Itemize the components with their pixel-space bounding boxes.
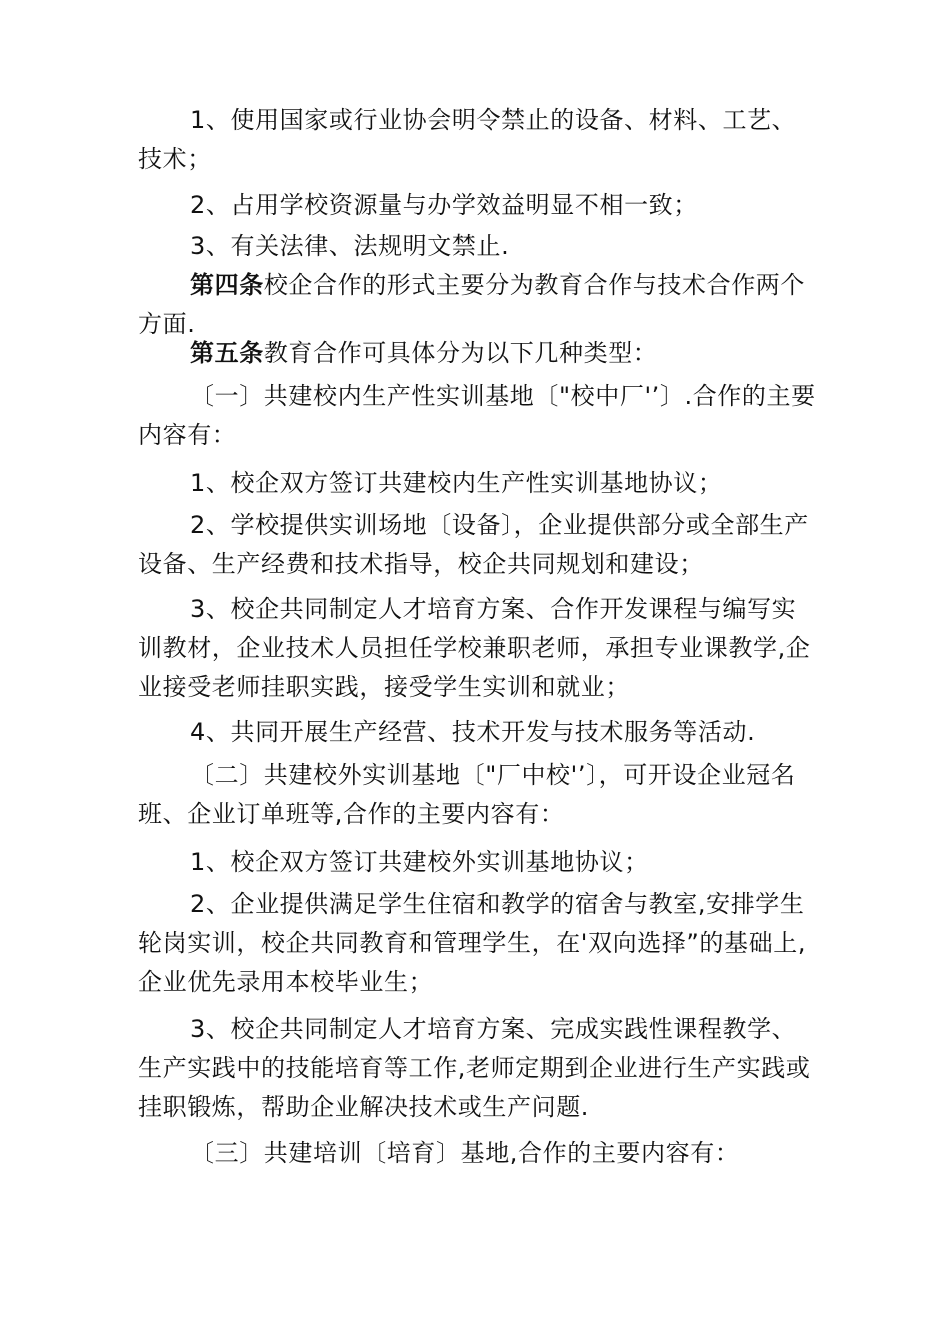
paragraph-s2-3	[138, 1010, 818, 1127]
paragraph-text: 1、校企双方签订共建校外实训基地协议；	[190, 848, 649, 876]
paragraph-text: 2、占用学校资源量与办学效益明显不相一致；	[190, 191, 698, 219]
section-3-heading	[138, 1134, 818, 1173]
section-2-heading	[138, 756, 818, 834]
section-1-heading	[138, 377, 818, 455]
article-5	[138, 334, 818, 373]
paragraph-s2-2	[138, 885, 818, 1002]
paragraph-text: 〔二〕共建校外实训基地〔"厂中校'’〕，可开设企业冠名班、企业订单班等,合作的主要内容有：	[138, 761, 796, 828]
paragraph-text: 3、校企共同制定人才培育方案、合作开发课程与编写实训教材，企业技术人员担任学校兼职老师，承担专业课教学,企业接受老师挂职实践，接受学生实训和就业；	[138, 595, 811, 701]
paragraph-text: 3、有关法律、法规明文禁止.	[190, 232, 510, 260]
paragraph-s1-1	[138, 464, 818, 503]
paragraph-s1-3	[138, 590, 818, 707]
paragraph-text: 3、校企共同制定人才培育方案、完成实践性课程教学、生产实践中的技能培育等工作,老师定期到企业进行生产实践或挂职锻炼，帮助企业解决技术或生产问题.	[138, 1015, 811, 1121]
paragraph-3	[138, 227, 818, 266]
paragraph-text: 校企合作的形式主要分为教育合作与技术合作两个方面.	[138, 271, 806, 338]
paragraph-text: 1、使用国家或行业协会明令禁止的设备、材料、工艺、技术；	[138, 106, 797, 173]
paragraph-s1-4	[138, 713, 818, 752]
paragraph-text: 〔一〕共建校内生产性实训基地〔"校中厂'’〕.合作的主要内容有：	[138, 382, 816, 449]
paragraph-text: 1、校企双方签订共建校内生产性实训基地协议；	[190, 469, 723, 497]
paragraph-1	[138, 101, 818, 179]
paragraph-text: 2、企业提供满足学生住宿和教学的宿舍与教室,安排学生轮岗实训，校企共同教育和管理学生，在'双向选择”的基础上,企业优先录用本校毕业生；	[138, 890, 807, 996]
paragraph-s2-1	[138, 843, 818, 882]
paragraph-text: 4、共同开展生产经营、技术开发与技术服务等活动.	[190, 718, 756, 746]
paragraph-text: 教育合作可具体分为以下几种类型：	[263, 339, 658, 367]
article-4	[138, 266, 818, 344]
paragraph-text: 2、学校提供实训场地〔设备〕，企业提供部分或全部生产设备、生产经费和技术指导，校企共同规划和建设；	[138, 511, 809, 578]
paragraph-s1-2	[138, 506, 818, 584]
article-number: 第五条	[190, 339, 264, 367]
paragraph-text: 〔三〕共建培训〔培育〕基地,合作的主要内容有：	[190, 1139, 740, 1167]
paragraph-2	[138, 186, 818, 225]
article-number: 第四条	[190, 271, 264, 299]
